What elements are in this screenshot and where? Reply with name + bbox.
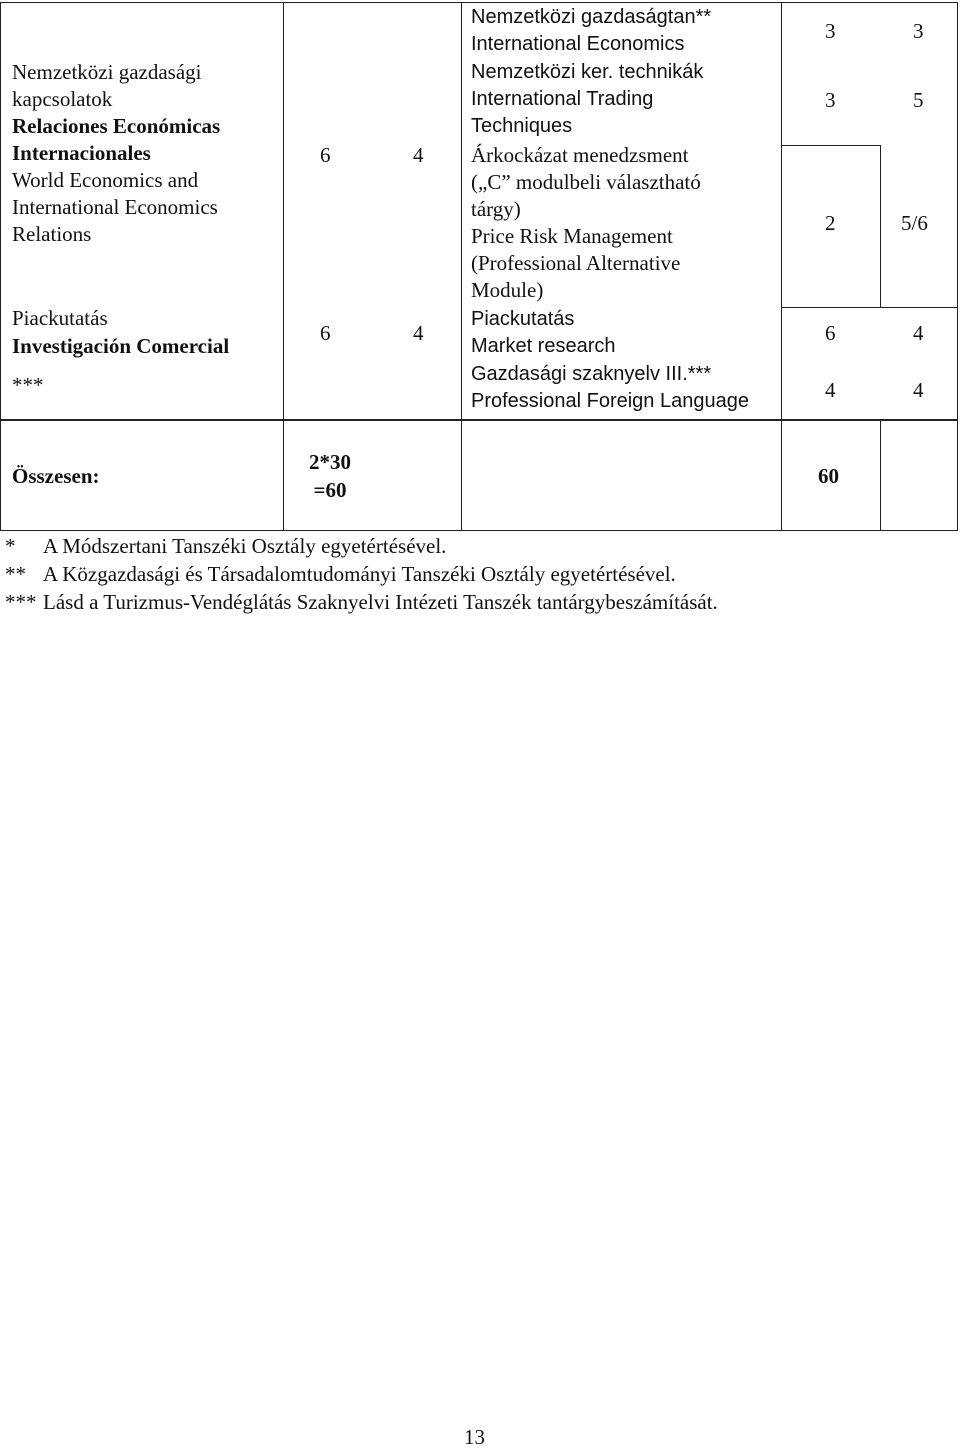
credit-value: 6	[320, 143, 331, 167]
program-line: Nemzetközi gazdasági	[12, 60, 202, 84]
program-line: Piackutatás	[12, 306, 108, 330]
program-line-en: International Economics	[12, 195, 218, 219]
credit-value: 4	[413, 143, 424, 167]
subject-line: Professional Foreign Language	[471, 390, 749, 412]
credit-value: 3	[825, 88, 836, 112]
subject-line: Price Risk Management	[471, 224, 673, 248]
credit-value: 4	[913, 321, 924, 345]
subject-line: Module)	[471, 278, 544, 302]
column-divider	[880, 420, 881, 531]
footnote	[5, 560, 676, 589]
credit-value: 3	[913, 19, 924, 43]
program-cell-3: ***	[12, 373, 44, 397]
credit-value: 4	[913, 378, 924, 402]
totals-right-value: 60	[818, 464, 839, 488]
subject-line: („C” modulbeli választható	[471, 170, 701, 194]
subject-line: International Trading	[471, 88, 654, 110]
credit-value: 3	[825, 19, 836, 43]
program-line-en: Relations	[12, 222, 92, 246]
credit-value: 4	[413, 321, 424, 345]
footnote-marker: **	[5, 562, 26, 586]
program-line-en: World Economics and	[12, 168, 199, 192]
credit-value: 5/6	[901, 211, 928, 235]
totals-label: Összesen:	[12, 464, 100, 488]
credit-value: 5	[913, 88, 924, 112]
footnote	[5, 532, 446, 561]
credit-value: 4	[825, 378, 836, 402]
subject-line: International Economics	[471, 33, 685, 55]
column-divider	[283, 2, 284, 420]
footnote-text: A Közgazdasági és Társadalomtudományi Tanszéki Osztály egyetértésével.	[43, 562, 676, 586]
column-divider	[781, 420, 782, 531]
subject-line: Gazdasági szaknyelv III.***	[471, 363, 712, 385]
totals-left-value: =60	[313, 478, 347, 502]
subject-line: Piackutatás	[471, 308, 575, 330]
credit-value: 2	[825, 211, 836, 235]
program-line-es: Relaciones Económicas	[12, 114, 221, 138]
column-divider	[781, 2, 782, 420]
row-divider	[781, 307, 958, 308]
totals-left-value: 2*30	[309, 450, 351, 474]
subject-line: Techniques	[471, 115, 573, 137]
footnote	[5, 588, 718, 617]
column-divider	[461, 2, 462, 420]
column-divider	[880, 145, 881, 307]
footnote-text: Lásd a Turizmus-Vendéglátás Szaknyelvi Intézeti Tanszék tantárgybeszámítását.	[43, 590, 718, 614]
subject-line: Nemzetközi ker. technikák	[471, 61, 704, 83]
credit-value: 6	[320, 321, 331, 345]
footnote-marker: ***	[5, 590, 37, 614]
subject-line: tárgy)	[471, 197, 521, 221]
subject-line: Market research	[471, 335, 616, 357]
footnote-marker: *	[5, 534, 16, 558]
subject-line: Árkockázat menedzsment	[471, 143, 689, 167]
row-divider	[781, 145, 880, 146]
footnote-text: A Módszertani Tanszéki Osztály egyetértésével.	[43, 534, 447, 558]
program-line: kapcsolatok	[12, 87, 113, 111]
credit-value: 6	[825, 321, 836, 345]
subject-line: (Professional Alternative	[471, 251, 681, 275]
program-line-es: Investigación Comercial	[12, 334, 230, 358]
page-number: 13	[464, 1425, 485, 1449]
program-line-es: Internacionales	[12, 141, 151, 165]
subject-line: Nemzetközi gazdaságtan**	[471, 6, 712, 28]
